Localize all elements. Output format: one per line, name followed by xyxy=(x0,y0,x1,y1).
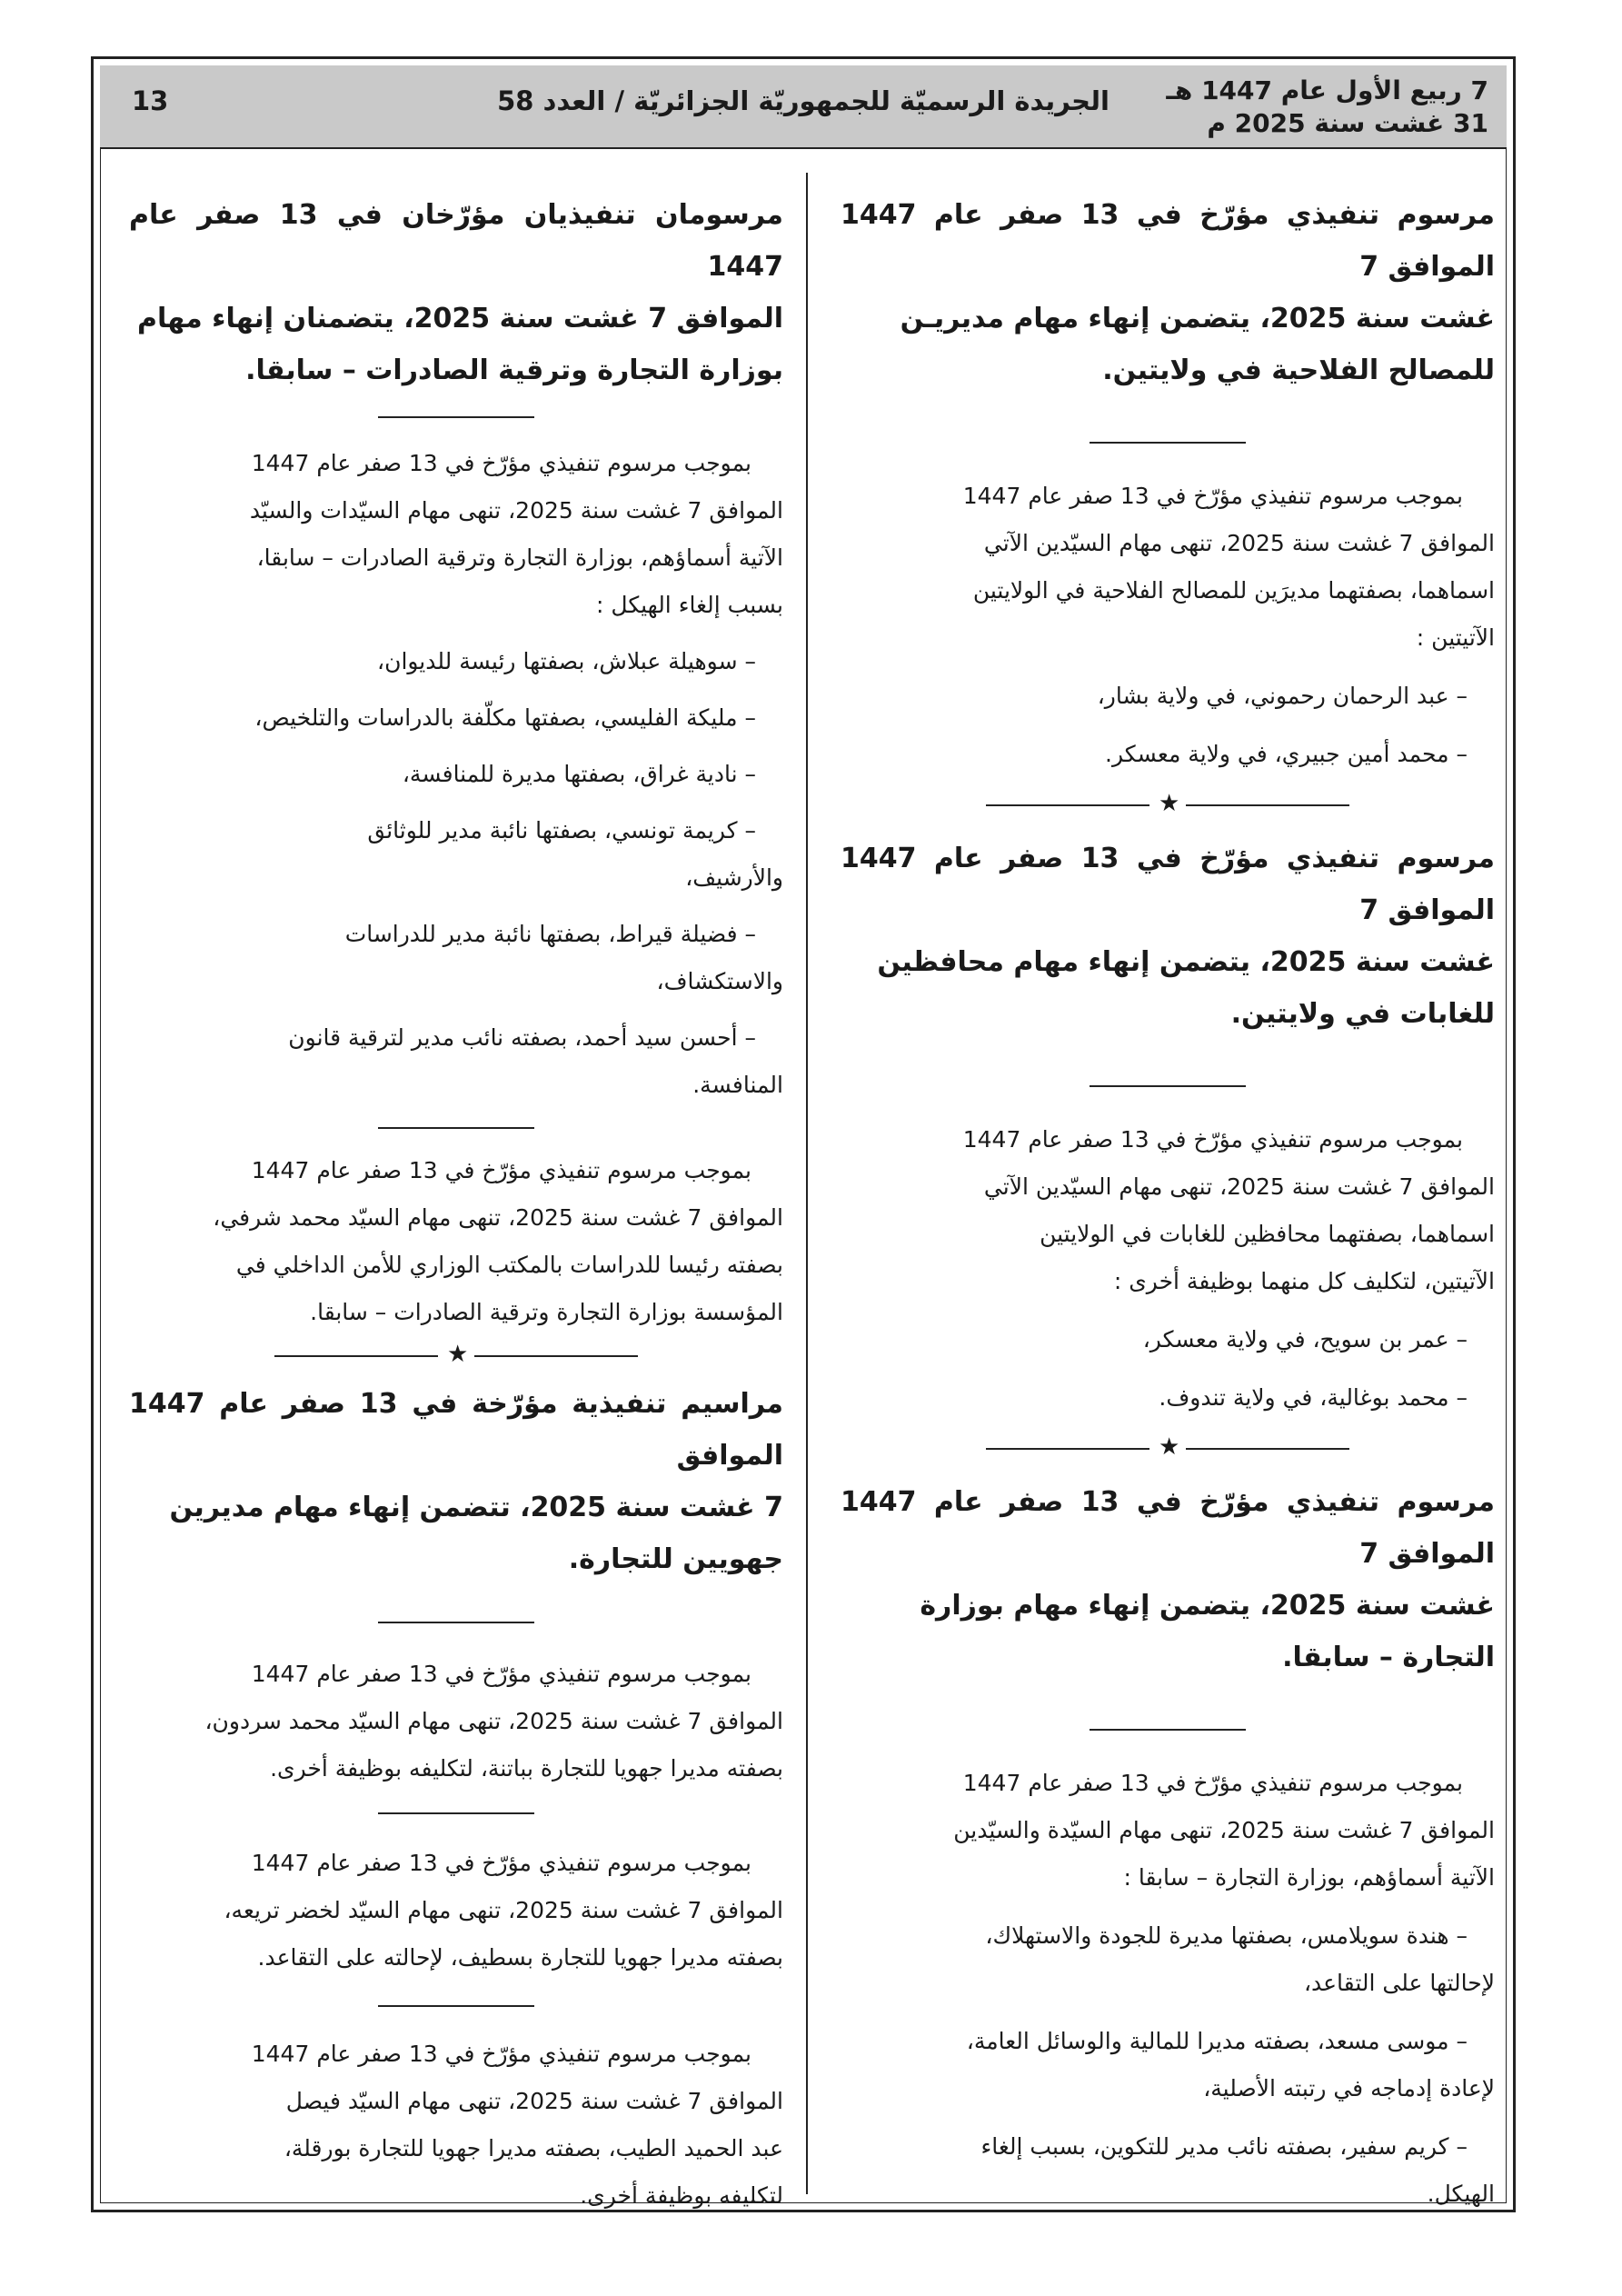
para-line: بموجب مرسوم تنفيذي مؤرّخ في 13 صفر عام 1447 xyxy=(251,1157,751,1183)
list-item: – عمر بن سويح، في ولاية معسكر، xyxy=(1142,1326,1468,1353)
heading-line: مرسوم تنفيذي مؤرّخ في 13 صفر عام 1447 الموافق 7 xyxy=(841,1486,1495,1570)
item-line: الهيكل. xyxy=(1427,2181,1495,2207)
item-line: والأرشيف، xyxy=(685,864,783,891)
para-line: المؤسسة بوزارة التجارة وترقية الصادرات – سابقا. xyxy=(310,1299,783,1325)
para-line: الموافق 7 غشت سنة 2025، تنهى مهام السيّد محمد شرفي، xyxy=(213,1204,783,1231)
star-icon: ★ xyxy=(1159,790,1180,817)
right-column xyxy=(841,173,1495,2207)
heading-line: للغابات في ولايتين. xyxy=(1230,998,1495,1030)
heading-line: بوزارة التجارة وترقية الصادرات – سابقا. xyxy=(245,354,783,386)
para-line: بموجب مرسوم تنفيذي مؤرّخ في 13 صفر عام 1447 xyxy=(251,2041,751,2067)
item-line: – فضيلة قيراط، بصفتها نائبة مدير للدراسات xyxy=(344,921,756,947)
para-line: بموجب مرسوم تنفيذي مؤرّخ في 13 صفر عام 1447 xyxy=(962,1126,1463,1153)
item-line: – هندة سويلامس، بصفتها مديرة للجودة والاستهلاك، xyxy=(985,1922,1468,1949)
item-line: – أحسن سيد أحمد، بصفته نائب مدير لترقية قانون xyxy=(288,1024,756,1051)
decree-heading xyxy=(129,1378,783,1585)
decree-heading xyxy=(841,833,1495,1040)
item-line: – موسى مسعد، بصفته مديرا للمالية والوسائل العامة، xyxy=(966,2028,1468,2054)
para-line: الآتيتين، لتكليف كل منهما بوظيفة أخرى : xyxy=(1113,1268,1495,1294)
para-line: الموافق 7 غشت سنة 2025، تنهى مهام السيّدة والسيّدين xyxy=(953,1817,1495,1843)
para-line: الموافق 7 غشت سنة 2025، تنهى مهام السيّدين الآتي xyxy=(983,1173,1495,1200)
para-line: اسماهما، بصفتهما محافظين للغابات في الولايتين xyxy=(1040,1221,1495,1247)
heading-line: مرسوم تنفيذي مؤرّخ في 13 صفر عام 1447 الموافق 7 xyxy=(841,843,1495,926)
para-line: بصفته رئيسا للدراسات بالمكتب الوزاري للأمن الداخلي في xyxy=(235,1252,783,1278)
gazette-title: الجريدة الرسميّة للجمهوريّة الجزائريّة / العدد 58 xyxy=(497,85,1110,116)
star-icon: ★ xyxy=(1159,1433,1180,1461)
heading-line: مرسومان تنفيذيان مؤرّخان في 13 صفر عام 1447 xyxy=(129,199,783,283)
list-item xyxy=(841,1912,1495,2007)
para-line: بموجب مرسوم تنفيذي مؤرّخ في 13 صفر عام 1447 xyxy=(251,450,751,476)
para-line: بموجب مرسوم تنفيذي مؤرّخ في 13 صفر عام 1447 xyxy=(962,483,1463,509)
star-icon: ★ xyxy=(447,1341,469,1368)
para-line: بموجب مرسوم تنفيذي مؤرّخ في 13 صفر عام 1447 xyxy=(251,1661,751,1687)
list-item xyxy=(841,2018,1495,2112)
item-line: والاستكشاف، xyxy=(656,968,783,994)
item-line: – كريم سفير، بصفته نائب مدير للتكوين، بسبب إلغاء xyxy=(980,2133,1468,2160)
para-line: بموجب مرسوم تنفيذي مؤرّخ في 13 صفر عام 1447 xyxy=(251,1850,751,1876)
decree-paragraph xyxy=(129,1651,783,1792)
column-divider xyxy=(806,173,808,2194)
para-line: الآتية أسماؤهم، بوزارة التجارة وترقية الصادرات – سابقا، xyxy=(256,544,783,571)
heading-line: للمصالح الفلاحية في ولايتين. xyxy=(1102,354,1495,386)
para-line: اسماهما، بصفتهما مديرَين للمصالح الفلاحية في الولايتين xyxy=(972,577,1495,604)
para-line: الموافق 7 غشت سنة 2025، تنهى مهام السيّد فيصل xyxy=(285,2088,783,2114)
hijri-date: 7 ربيع الأول عام 1447 هـ xyxy=(1166,75,1488,105)
item-line: – كريمة تونسي، بصفتها نائبة مدير للوثائق xyxy=(367,817,756,844)
heading-line: 7 غشت سنة 2025، تتضمن إنهاء مهام مديرين xyxy=(169,1492,783,1523)
star-separator xyxy=(274,1341,638,1368)
para-line: لتكليفه بوظيفة أخرى. xyxy=(580,2182,783,2209)
decree-paragraph xyxy=(841,1116,1495,1305)
heading-line: مراسيم تنفيذية مؤرّخة في 13 صفر عام 1447 الموافق xyxy=(129,1388,784,1472)
para-line: عبد الحميد الطيب، بصفته مديرا جهويا للتجارة بورقلة، xyxy=(284,2135,783,2161)
list-item: – محمد أمين جبيري، في ولاية معسكر. xyxy=(1105,741,1468,767)
para-line: الآتيتين : xyxy=(1416,624,1495,651)
heading-line: غشت سنة 2025، يتضمن إنهاء مهام مديريـن xyxy=(900,303,1495,334)
decree-paragraph xyxy=(129,440,783,629)
list-item: – سوهيلة عبلاش، بصفتها رئيسة للديوان، xyxy=(377,648,756,674)
list-item: – نادية غراق، بصفتها مديرة للمنافسة، xyxy=(402,761,756,787)
gregorian-date: 31 غشت سنة 2025 م xyxy=(1207,108,1488,138)
decree-paragraph xyxy=(129,2031,783,2220)
para-line: الموافق 7 غشت سنة 2025، تنهى مهام السيّد لخضر تريعه، xyxy=(224,1897,783,1923)
decree-paragraph xyxy=(129,1147,783,1336)
para-line: الموافق 7 غشت سنة 2025، تنهى مهام السيّد محمد سردون، xyxy=(204,1708,783,1734)
left-column xyxy=(129,173,784,2209)
decree-paragraph xyxy=(841,473,1495,662)
star-separator xyxy=(986,1433,1349,1461)
heading-line: التجارة – سابقا. xyxy=(1282,1642,1495,1673)
heading-line: الموافق 7 غشت سنة 2025، يتضمنان إنهاء مهام xyxy=(137,303,783,334)
para-line: بصفته مديرا جهويا للتجارة بسطيف، لإحالته على التقاعد. xyxy=(257,1944,783,1971)
item-line: لإعادة إدماجه في رتبته الأصلية، xyxy=(1203,2075,1495,2101)
decree-paragraph xyxy=(129,1840,783,1982)
list-item xyxy=(841,2123,1495,2218)
decree-heading xyxy=(129,189,783,396)
list-item xyxy=(129,807,783,902)
para-line: بموجب مرسوم تنفيذي مؤرّخ في 13 صفر عام 1447 xyxy=(962,1770,1463,1796)
list-item xyxy=(129,911,783,1005)
heading-line: جهويين للتجارة. xyxy=(568,1543,783,1575)
gazette-header xyxy=(100,65,1507,149)
list-item: – محمد بوغالية، في ولاية تندوف. xyxy=(1159,1384,1468,1411)
list-item: – مليكة الفليسي، بصفتها مكلّفة بالدراسات والتلخيص، xyxy=(254,704,756,731)
decree-heading xyxy=(841,189,1495,396)
list-item: – عبد الرحمان رحموني، في ولاية بشار، xyxy=(1097,683,1468,709)
heading-line: غشت سنة 2025، يتضمن إنهاء مهام محافظين xyxy=(877,946,1495,978)
para-line: الموافق 7 غشت سنة 2025، تنهى مهام السيّدات والسيّد xyxy=(249,497,783,524)
heading-line: مرسوم تنفيذي مؤرّخ في 13 صفر عام 1447 الموافق 7 xyxy=(841,199,1495,283)
page-number: 13 xyxy=(132,85,169,116)
para-line: الآتية أسماؤهم، بوزارة التجارة – سابقا : xyxy=(1123,1864,1495,1891)
heading-line: غشت سنة 2025، يتضمن إنهاء مهام بوزارة xyxy=(920,1590,1495,1622)
item-line: المنافسة. xyxy=(692,1072,783,1098)
para-line: الموافق 7 غشت سنة 2025، تنهى مهام السيّدين الآتي xyxy=(983,530,1495,556)
star-separator xyxy=(986,790,1349,817)
para-line: بسبب إلغاء الهيكل : xyxy=(596,592,783,618)
decree-heading xyxy=(841,1476,1495,1683)
decree-paragraph xyxy=(841,1760,1495,1902)
para-line: بصفته مديرا جهويا للتجارة بباتنة، لتكليفه بوظيفة أخرى. xyxy=(270,1755,783,1782)
item-line: لإحالتها على التقاعد، xyxy=(1303,1970,1495,1996)
list-item xyxy=(129,1014,783,1109)
